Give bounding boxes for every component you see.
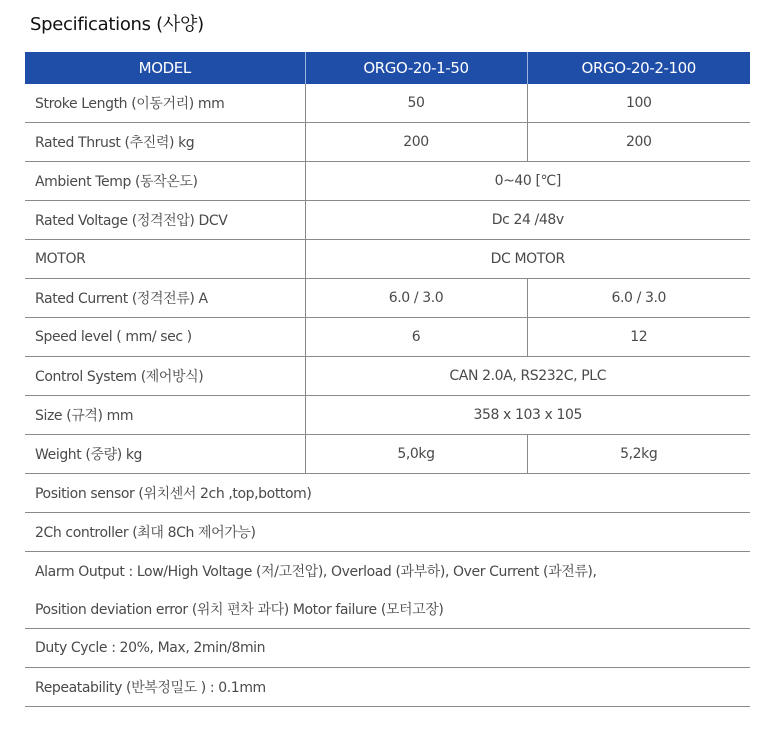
- cell-value: 200: [305, 123, 527, 162]
- cell-value: 5,0kg: [305, 435, 527, 474]
- cell-value: 12: [527, 318, 750, 357]
- specifications-table: [25, 52, 750, 707]
- table-row: [25, 318, 750, 357]
- table-row: [25, 84, 750, 123]
- note-alarm-output-cont: Position deviation error (위치 편차 과다) Motor failure (모터고장): [25, 590, 750, 629]
- cell-value: 6.0 / 3.0: [527, 279, 750, 318]
- table-row: [25, 396, 750, 435]
- cell-value: 200: [527, 123, 750, 162]
- table-row: [25, 357, 750, 396]
- note-row: [25, 552, 750, 591]
- row-label: Weight (중량) kg: [25, 435, 305, 474]
- table-header-row: [25, 52, 750, 84]
- cell-value-merged: 358 x 103 x 105: [305, 396, 750, 435]
- table-row: [25, 123, 750, 162]
- row-label: Rated Thrust (추진력) kg: [25, 123, 305, 162]
- table-row: [25, 240, 750, 279]
- row-label: Size (규격) mm: [25, 396, 305, 435]
- cell-value-merged: 0~40 [℃]: [305, 162, 750, 201]
- table-row: [25, 162, 750, 201]
- cell-value-merged: DC MOTOR: [305, 240, 750, 279]
- cell-value: 50: [305, 84, 527, 123]
- note-controller: 2Ch controller (최대 8Ch 제어가능): [25, 513, 750, 552]
- row-label: Speed level ( mm/ sec ): [25, 318, 305, 357]
- cell-value: 100: [527, 84, 750, 123]
- note-row: [25, 590, 750, 629]
- row-label: Rated Voltage (정격전압) DCV: [25, 201, 305, 240]
- note-row: [25, 629, 750, 668]
- note-alarm-output: Alarm Output : Low/High Voltage (저/고전압), Overload (과부하), Over Current (과전류),: [35, 564, 597, 580]
- table-row: [25, 435, 750, 474]
- page-title: Specifications (사양): [30, 14, 204, 35]
- row-label: Control System (제어방식): [25, 357, 305, 396]
- table-row: [25, 279, 750, 318]
- note-row: [25, 474, 750, 513]
- note-position-sensor: Position sensor (위치센서 2ch ,top,bottom): [25, 474, 750, 513]
- header-model-1: ORGO-20-1-50: [305, 52, 527, 84]
- header-model-2: ORGO-20-2-100: [527, 52, 750, 84]
- note-duty-cycle: Duty Cycle : 20%, Max, 2min/8min: [25, 629, 750, 668]
- cell-value: 6.0 / 3.0: [305, 279, 527, 318]
- note-row: [25, 668, 750, 707]
- row-label: Stroke Length (이동거리) mm: [25, 84, 305, 123]
- cell-value: 5,2kg: [527, 435, 750, 474]
- header-model: MODEL: [25, 52, 305, 84]
- cell-value-merged: CAN 2.0A, RS232C, PLC: [305, 357, 750, 396]
- table-row: [25, 201, 750, 240]
- row-label: Rated Current (정격전류) A: [25, 279, 305, 318]
- row-label: MOTOR: [25, 240, 305, 279]
- cell-value: 6: [305, 318, 527, 357]
- note-row: [25, 513, 750, 552]
- row-label: Ambient Temp (동작온도): [25, 162, 305, 201]
- note-repeatability: Repeatability (반복정밀도 ) : 0.1mm: [25, 668, 750, 707]
- cell-value-merged: Dc 24 /48v: [305, 201, 750, 240]
